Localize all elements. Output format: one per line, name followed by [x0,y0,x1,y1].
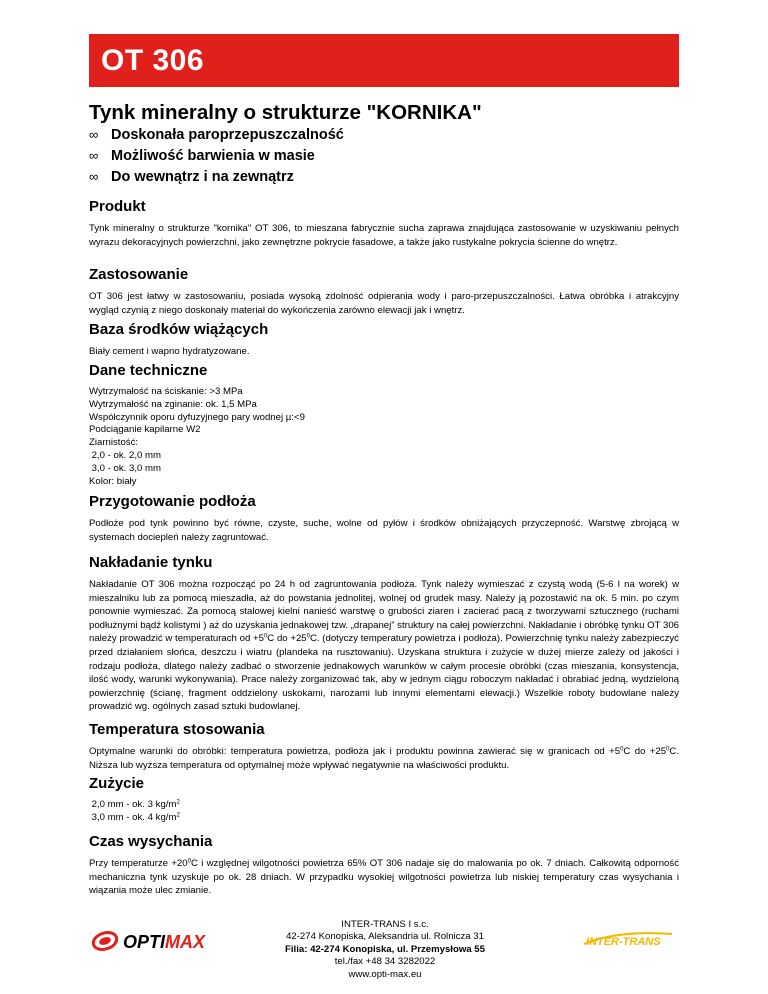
section-heading: Dane techniczne [89,362,208,379]
inter-trans-logo [578,928,678,955]
bullet-icon: ∞ [89,127,99,142]
section-text: OT 306 jest łatwy w zastosowaniu, posiada wysoką zdolność odpierania wody i paro-przepuszczalności. Łatwa obróbka i atrakcyjny wygląd czynią z niego doskonały materiał do wykończenia zarówno elewacji jak i wnętrz. [89,291,679,316]
company-footer [250,919,520,981]
bullet-icon: ∞ [89,169,99,184]
section-text: Optymalne warunki do obróbki: temperatura powietrza, podłoża jak i produktu powinna zawierać się w granicach od $+5^0C$ do $+25^0C$. Niższa lub wyższa temperatura od optymalnej może wpływać negatywnie na właściwości produktu. [89,746,679,771]
section-heading: Baza środków wiążących [89,321,269,338]
section-produkt [89,197,679,249]
spec-line: 3,0 - ok. 3,0 mm [89,462,161,474]
feature-label: Do wewnątrz i na zewnątrz [111,169,294,185]
section-text: Nakładanie OT 306 można rozpocząć po 24 h od zagruntowania podłoża. Tynk należy wymieszać z czystą wodą (5-6 l na worek) w mieszalniku lub za pomocą mieszadła, aż do powstania jednolitej, wolnej od grudek masy. Należy ją pozostawić na ok. 5 min. po czym ponownie wymieszać. Za pomocą stalowej kielni nanieść warstwę o grubości ziaren i zacierać pacą z tworzywami sztucznego (ruchami podłużnymi bądź kolistymi ) aż do uzyskania jednakowej tzw. „drapanej” struktury na całej powierzchni. Nakładanie i obróbkę tynku OT 306 należy prowadzić w temperaturach od $+5^0C$ do $+25^0C$. (dotyczy temperatury powietrza i podłoża). Powierzchnię tynku należy zabezpieczyć przed działaniem słońca, deszczu i wiatru (plandeka na rusztowaniu). Uzyskana struktura i zużycie w dużej mierze zależy od jakości i rodzaju podłoża, dlatego należy zadbać o stworzenie jednakowych warunków w całym procesie obróbki (czas mieszania, konsystencja, ilość wody, warunki wykonywania). Prace należy zorganizować tak, aby w jednym ciągu roboczym nakładać i obrabiać jedną, wydzieloną powierzchnię (ścianę, fragment oddzielony uskokami, narożami lub innymi elementami elewacji.) Wszelkie roboty budowlane należy prowadzić wg. ogólnych zasad sztuki budowlanej. [89,579,679,713]
feature-label: Możliwość barwienia w masie [111,148,315,164]
feature-item [89,124,344,145]
spec-line: Kolor: biały [89,475,137,487]
section-text: Przy temperaturze $+20^0C$ i względnej wilgotności powietrza 65% OT 306 nadaje się do malowania po ok. 7 dniach. Całkowitą odporność mechaniczna tynk uzyskuje po ok. 28 dniach. W przypadku wysokiej wilgotności powietrza lub niskiej temperatury czas wysychania i wiązania może ulec zmianie. [89,858,679,897]
bullet-icon: ∞ [89,148,99,163]
section-zuzycie [89,774,679,825]
feature-item [89,145,344,166]
section-heading: Czas wysychania [89,833,213,850]
spec-list [89,386,679,488]
section-baza [89,320,679,359]
spec-line: Ziarnistość: [89,437,139,449]
spec-line: Podciąganie kapilarne W2 [89,424,201,436]
usage-line: 2,0 mm - ok. 3 $kg/m^2$ [89,799,180,810]
section-heading: Nakładanie tynku [89,554,213,571]
section-czas-wysychania [89,832,679,898]
spec-line: 2,0 - ok. 2,0 mm [89,449,161,461]
feature-item [89,166,344,187]
usage-list [89,799,679,825]
product-banner [89,34,679,87]
optimax-swirl-icon [91,930,119,953]
section-zastosowanie [89,265,679,317]
section-heading: Produkt [89,198,146,215]
section-heading: Przygotowanie podłoża [89,493,256,510]
optimax-logo [89,927,249,960]
section-text: Tynk mineralny o strukturze "kornika" OT 306, to mieszana fabrycznie sucha zaprawa znajdująca zastosowanie w uzyskiwaniu pełnych wyrazu dekoracyjnych powierzchni, jako zewnętrzne pokrycie fasadowe, a także jako rustykalne pokrycia ścienne do wnętrz. [89,223,679,248]
product-code: OT 306 [101,44,205,77]
section-przygotowanie [89,492,679,544]
spec-line: Wytrzymałość na zginanie: ok. 1,5 MPa [89,398,257,410]
section-dane-techniczne [89,361,679,488]
company-address: 42-274 Konopiska, Aleksandria ul. Rolnicza 31 [286,931,484,943]
section-heading: Zużycie [89,775,145,792]
spec-line: Współczynnik oporu dyfuzyjnego pary wodnej µ:<9 [89,411,305,423]
section-nakladanie [89,553,679,714]
company-phone: tel./fax +48 34 3282022 [334,956,436,968]
page-title: Tynk mineralny o strukturze "KORNIKA" [89,101,482,124]
section-temperatura [89,720,679,772]
section-text: Podłoże pod tynk powinno być równe, czyste, suche, wolne od pyłów i środków obniżających przyczepność. Warstwę zbrojącą w systemach dociepleń należy zagruntować. [89,518,679,543]
spec-line: Wytrzymałość na ściskanie: >3 MPa [89,386,243,397]
company-website[interactable]: www.opti-max.eu [348,968,422,980]
section-heading: Zastosowanie [89,266,189,283]
svg-text:INTER-TRANS: INTER-TRANS [586,936,661,948]
company-name: INTER-TRANS I s.c. [341,919,429,930]
section-heading: Temperatura stosowania [89,721,265,738]
company-branch: Filia: 42-274 Konopiska, ul. Przemysłowa 55 [285,943,485,955]
section-text: Biały cement i wapno hydratyzowane. [89,346,250,357]
usage-line: 3,0 mm - ok. 4 $kg/m^2$ [89,811,180,823]
feature-label: Doskonała paroprzepuszczalność [111,127,344,143]
feature-list [89,124,344,187]
svg-text:OPTIMAX: OPTIMAX [123,932,206,952]
